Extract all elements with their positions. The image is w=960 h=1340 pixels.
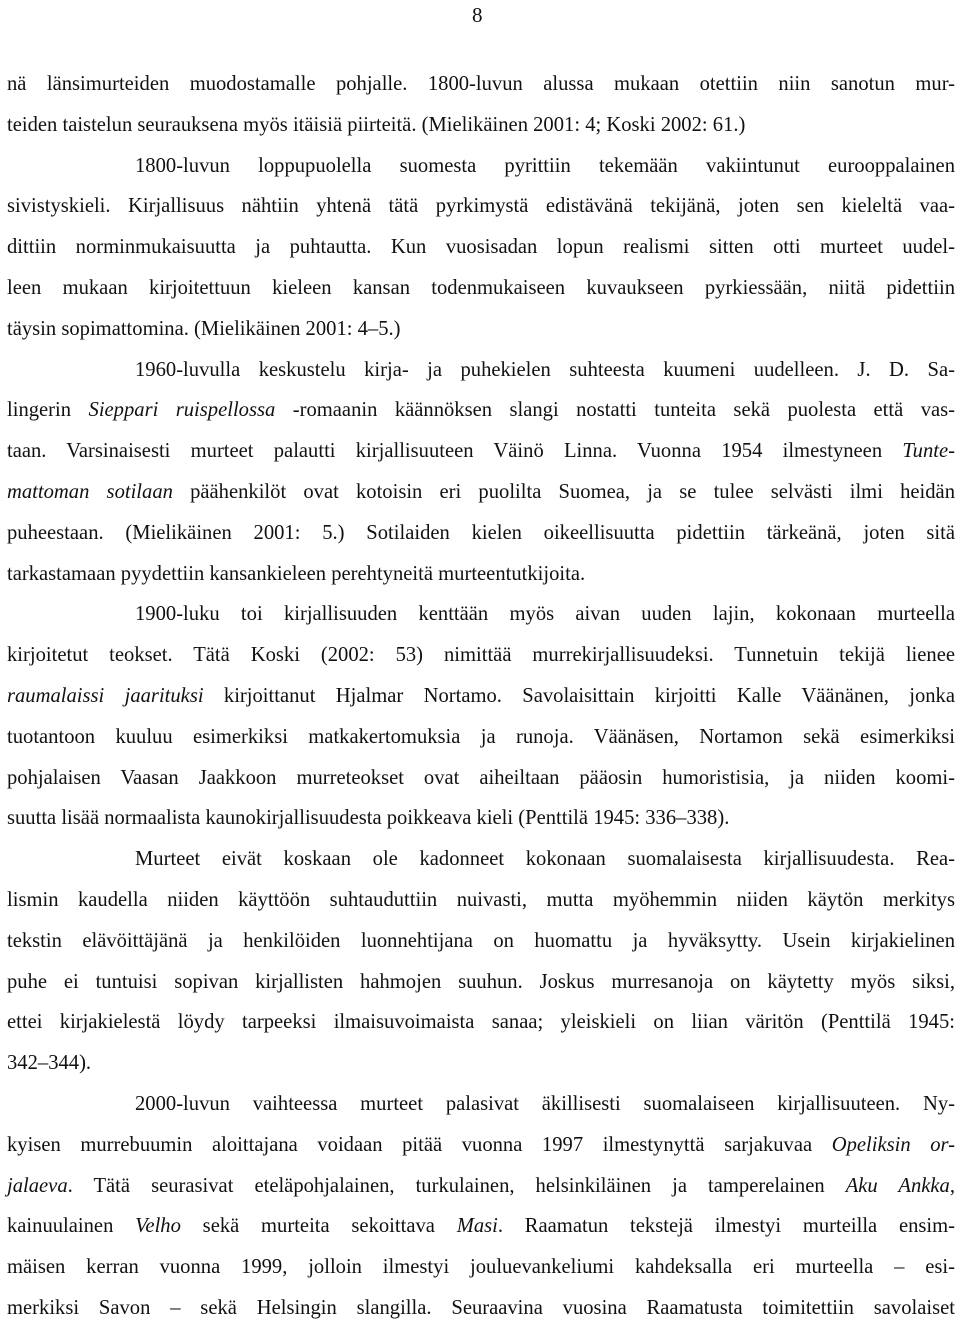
text-line xyxy=(7,309,955,350)
text-segment: lismin kaudella niiden käyttöön suhtauduttiin nuivasti, mutta myöhemmin niiden käytön merkitys xyxy=(7,888,955,911)
text-segment: sekä murteita sekoittava xyxy=(180,1215,457,1238)
text-segment: 2000-luvun vaihteessa murteet palasivat äkillisesti suomalaiseen kirjallisuuteen. Ny- xyxy=(135,1092,955,1115)
text-line xyxy=(7,676,955,717)
italic-title-text: Opeliksin or- xyxy=(831,1133,955,1156)
text-line xyxy=(7,1247,955,1288)
text-line xyxy=(7,1288,955,1329)
text-segment: 1900-luku toi kirjallisuuden kenttään myös aivan uuden lajin, kokonaan murteella xyxy=(135,603,955,626)
text-line xyxy=(7,1084,955,1125)
text-line xyxy=(7,227,955,268)
text-line xyxy=(7,880,955,921)
text-segment: 1960-luvulla keskustelu kirja- ja puhekielen suhteesta kuumeni uudelleen. J. D. Sa- xyxy=(135,358,955,381)
text-segment: leen mukaan kirjoitettuun kieleen kansan todenmukaiseen kuvaukseen pyrkiessään, niitä pidettiin xyxy=(7,276,955,299)
text-segment: tekstin elävöittäjänä ja henkilöiden luonnehtijana on huomattu ja hyväksytty. Usein kirjakielinen xyxy=(7,929,955,952)
text-line xyxy=(7,1002,955,1043)
text-segment: , xyxy=(949,1174,955,1197)
text-line xyxy=(7,635,955,676)
text-segment: ettei kirjakielestä löydy tarpeeksi ilmaisuvoimaista sanaa; yleiskieli on liian väritön (Penttilä 1945: xyxy=(7,1011,955,1034)
text-segment: suutta lisää normaalista kaunokirjallisuudesta poikkeava kieli (Penttilä 1945: 336–338). xyxy=(7,807,730,830)
text-line xyxy=(7,1206,955,1247)
text-line xyxy=(7,839,955,880)
text-line xyxy=(7,717,955,758)
text-segment: dittiin norminmukaisuutta ja puhtautta. Kun vuosisadan lopun realismi sitten otti murteet uudel- xyxy=(7,236,955,259)
text-line xyxy=(7,390,955,431)
text-segment: 1800-luvun loppupuolella suomesta pyrittiin tekemään vakiintunut eurooppalainen xyxy=(135,154,955,177)
text-segment: -romaanin käännöksen slangi nostatti tunteita sekä puolesta että vas- xyxy=(275,399,956,422)
text-segment: taan. Varsinaisesti murteet palautti kirjallisuuteen Väinö Linna. Vuonna 1954 ilmestyneen xyxy=(7,440,903,463)
text-line xyxy=(7,554,955,595)
text-line xyxy=(7,472,955,513)
italic-title-text: Masi xyxy=(456,1215,498,1238)
text-segment: 342–344). xyxy=(7,1052,92,1075)
italic-title-text: jalaeva xyxy=(7,1174,68,1197)
text-line xyxy=(7,921,955,962)
text-line xyxy=(7,146,955,187)
text-segment: tarkastamaan pyydettiin kansankieleen perehtyneitä murteentutkijoita. xyxy=(7,562,586,585)
text-segment: mäisen kerran vuonna 1999, jolloin ilmestyi jouluevankeliumi kahdeksalla eri murteella – esi- xyxy=(7,1256,955,1279)
text-line xyxy=(7,186,955,227)
text-segment: merkiksi Savon – sekä Helsingin slangilla. Seuraavina vuosina Raamatusta toimitettiin savolaiset xyxy=(7,1296,955,1319)
text-segment: kainuulainen xyxy=(7,1215,136,1238)
italic-title-text: Aku Ankka xyxy=(845,1174,950,1197)
text-segment: lingerin xyxy=(7,399,89,422)
text-segment: päähenkilöt ovat kotoisin eri puolilta Suomea, ja se tulee selvästi ilmi heidän xyxy=(172,480,955,503)
text-segment: nä länsimurteiden muodostamalle pohjalle. 1800-luvun alussa mukaan otettiin niin sanotun mur- xyxy=(7,73,955,95)
text-line xyxy=(7,758,955,799)
italic-title-text: Sieppari ruispellossa xyxy=(88,399,276,422)
text-segment: puhe ei tuntuisi sopivan kirjallisten hahmojen suuhun. Joskus murresanoja on käytetty myös siksi, xyxy=(7,970,955,993)
text-line xyxy=(7,350,955,391)
text-line xyxy=(7,594,955,635)
text-segment: täysin sopimattomina. (Mielikäinen 2001: 4–5.) xyxy=(7,317,401,340)
text-segment: kyisen murrebuumin aloittajana voidaan pitää vuonna 1997 ilmestynyttä sarjakuvaa xyxy=(7,1133,832,1156)
text-line xyxy=(7,513,955,554)
text-segment: pohjalaisen Vaasan Jaakkoon murreteokset ovat aiheiltaan pääosin humoristisia, ja niiden koomi- xyxy=(7,766,955,789)
text-segment: sivistyskieli. Kirjallisuus nähtiin yhtenä tätä pyrkimystä edistävänä tekijänä, joten sen kieleltä vaa- xyxy=(7,195,955,218)
italic-title-text: raumalaissi jaarituksi xyxy=(7,684,204,707)
text-segment: kirjoitetut teokset. Tätä Koski (2002: 53) nimittää murrekirjallisuudeksi. Tunnetuin tekijä lienee xyxy=(7,644,955,667)
text-segment: . Raamatun tekstejä ilmestyi murteilla ensim- xyxy=(497,1215,955,1238)
text-line xyxy=(7,798,955,839)
italic-title-text: Tunte- xyxy=(902,440,955,463)
italic-title-text: mattoman sotilaan xyxy=(7,480,173,503)
text-segment: kirjoittanut Hjalmar Nortamo. Savolaisittain kirjoitti Kalle Väänänen, jonka xyxy=(203,684,955,707)
text-line xyxy=(7,431,955,472)
text-segment: tuotantoon kuuluu esimerkiksi matkakertomuksia ja runoja. Väänäsen, Nortamon sekä esimerkiksi xyxy=(7,725,955,748)
text-line xyxy=(7,268,955,309)
text-line xyxy=(7,105,955,146)
text-line xyxy=(7,1166,955,1207)
text-line xyxy=(7,64,955,105)
body-text xyxy=(7,64,955,1329)
page-number: 8 xyxy=(472,3,483,27)
text-segment: Murteet eivät koskaan ole kadonneet kokonaan suomalaisesta kirjallisuudesta. Rea- xyxy=(135,848,955,871)
text-segment: teiden taistelun seurauksena myös itäisiä piirteitä. (Mielikäinen 2001: 4; Koski 2002: 61.) xyxy=(7,113,746,136)
italic-title-text: Velho xyxy=(135,1215,181,1238)
text-line xyxy=(7,1043,955,1084)
text-line xyxy=(7,962,955,1003)
text-segment: puheestaan. (Mielikäinen 2001: 5.) Sotilaiden kielen oikeellisuutta pidettiin tärkeänä, joten sitä xyxy=(7,521,955,544)
text-segment: . Tätä seurasivat eteläpohjalainen, turkulainen, helsinkiläinen ja tamperelainen xyxy=(67,1174,846,1197)
text-line xyxy=(7,1125,955,1166)
